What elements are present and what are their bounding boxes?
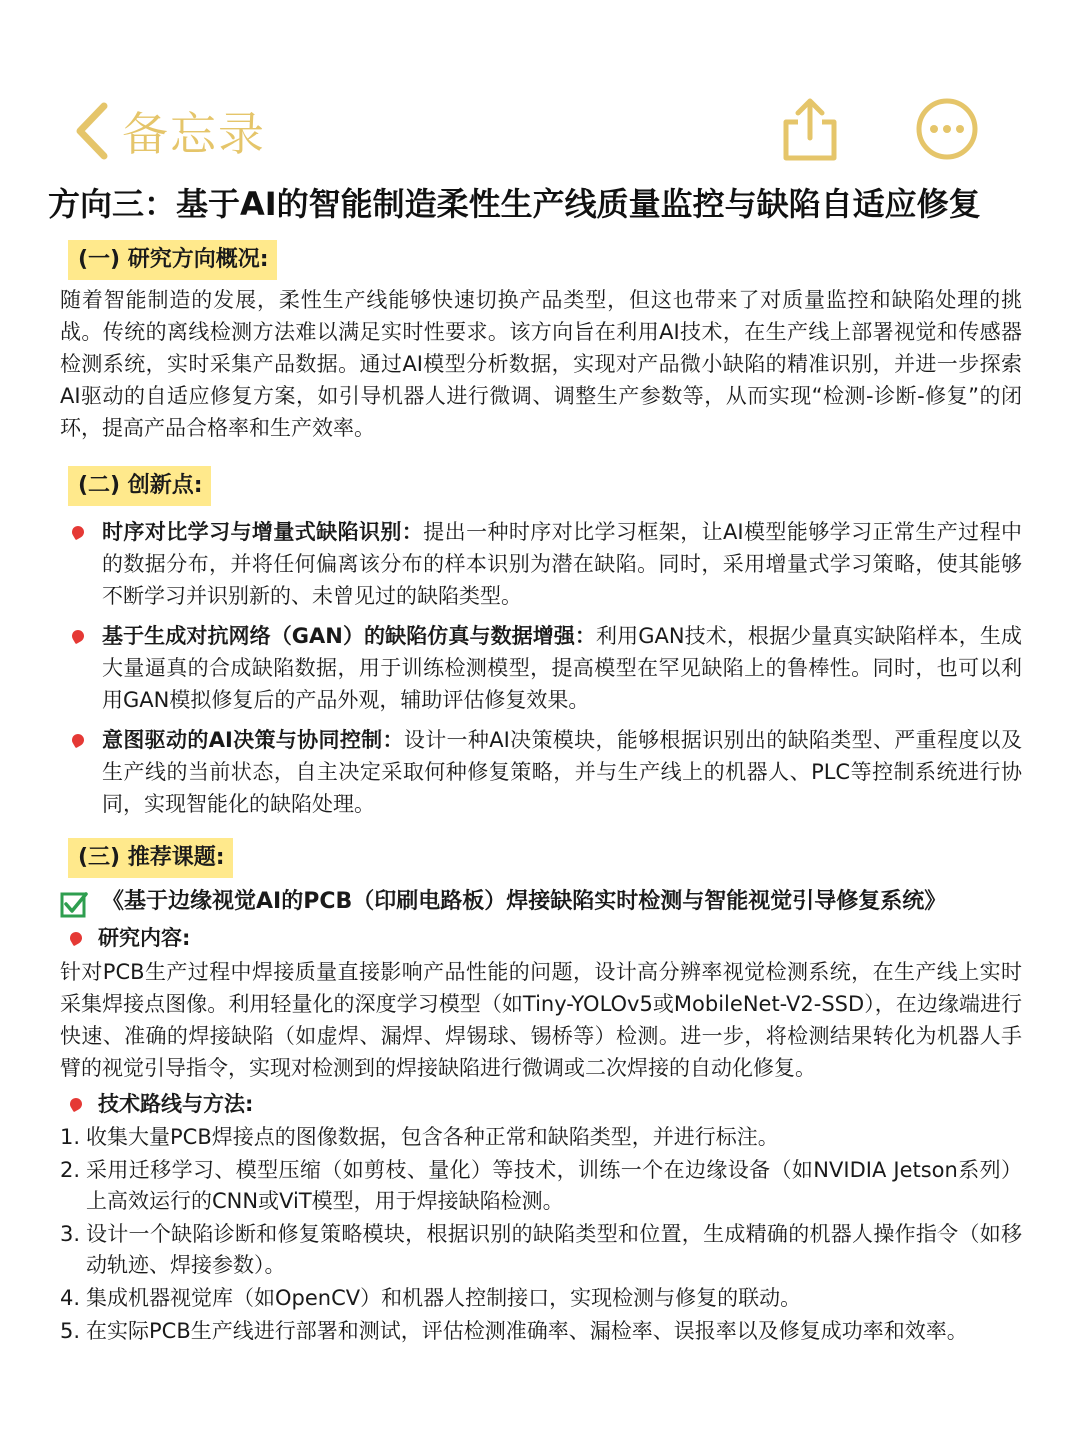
step-number: 4.: [60, 1286, 81, 1310]
bullet-icon: [70, 628, 86, 644]
item-bold: 基于生成对抗网络（GAN）的缺陷仿真与数据增强：: [102, 624, 597, 648]
more-button[interactable]: [914, 96, 980, 162]
note-title: 方向三：基于AI的智能制造柔性生产线质量监控与缺陷自适应修复: [48, 185, 981, 223]
step-text: 收集大量PCB焊接点的图像数据，包含各种正常和缺陷类型，并进行标注。: [86, 1125, 779, 1149]
section1-text: 随着智能制造的发展，柔性生产线能够快速切换产品类型，但这也带来了对质量监控和缺陷处理的挑战。传统的离线检测方法难以满足实时性要求。该方向旨在利用AI技术，在生产线上部署视觉和传感器检测系统，实时采集产品数据。通过AI模型分析数据，实现对产品微小缺陷的精准识别，并进一步探索AI驱动的自适应修复方案，如引导机器人进行微调、调整生产参数等，从而实现“检测-诊断-修复”的闭环，提高产品合格率和生产效率。: [60, 288, 1022, 440]
step-text: 集成机器视觉库（如OpenCV）和机器人控制接口，实现检测与修复的联动。: [86, 1286, 802, 1310]
topic-text: 《基于边缘视觉AI的PCB（印刷电路板）焊接缺陷实时检测与智能视觉引导修复系统》: [102, 889, 947, 914]
method-steps: [60, 1122, 1022, 1347]
step-number: 3.: [60, 1222, 81, 1246]
chevron-left-icon: [72, 100, 112, 162]
item-text: 利用GAN技术，根据少量真实缺陷样本，生成大量逼真的合成缺陷数据，用于训练检测模型，提高模型在罕见缺陷上的鲁棒性。同时，也可以利用GAN模拟修复后的产品外观，辅助评估修复效果。: [102, 624, 1022, 712]
research-label: [60, 922, 1022, 954]
item-bold: 意图驱动的AI决策与协同控制：: [102, 728, 404, 752]
item-text: 提出一种时序对比学习框架，让AI模型能够学习正常生产过程中的数据分布，并将任何偏离该分布的样本识别为潜在缺陷。同时，采用增量式学习策略，使其能够不断学习并识别新的、未曾见过的缺陷类型。: [102, 520, 1023, 608]
bullet-icon: [68, 1096, 84, 1112]
item-bold: 时序对比学习与增量式缺陷识别：: [102, 520, 424, 544]
step-number: 2.: [60, 1158, 81, 1182]
section3-heading: (三) 推荐课题:: [68, 838, 233, 878]
share-button[interactable]: [780, 96, 840, 162]
list-item: [60, 1122, 1022, 1153]
share-icon: [780, 96, 840, 162]
more-icon: [914, 96, 980, 162]
research-label-text: 研究内容:: [98, 926, 191, 950]
section1-heading: (一) 研究方向概况:: [68, 240, 277, 280]
list-item: [60, 1219, 1022, 1281]
innovation-list: [60, 516, 1022, 820]
method-label-text: 技术路线与方法:: [98, 1092, 254, 1116]
list-item: [60, 1316, 1022, 1347]
list-item: [60, 1283, 1022, 1314]
bullet-icon: [70, 732, 86, 748]
step-text: 采用迁移学习、模型压缩（如剪枝、量化）等技术，训练一个在边缘设备（如NVIDIA Jetson系列）上高效运行的CNN或ViT模型，用于焊接缺陷检测。: [86, 1158, 1022, 1213]
recommended-topic: [60, 886, 1022, 918]
step-text: 设计一个缺陷诊断和修复策略模块，根据识别的缺陷类型和位置，生成精确的机器人操作指令（如移动轨迹、焊接参数）。: [86, 1222, 1022, 1277]
checkbox-checked-icon: [60, 890, 88, 918]
list-item: [60, 724, 1022, 820]
back-button[interactable]: [72, 96, 266, 166]
item-text: 设计一种AI决策模块，能够根据识别出的缺陷类型、严重程度以及生产线的当前状态，自主决定采取何种修复策略，并与生产线上的机器人、PLC等控制系统进行协同，实现智能化的缺陷处理。: [102, 728, 1022, 816]
method-label: [60, 1088, 1022, 1120]
bullet-icon: [70, 524, 86, 540]
top-nav-bar: [0, 0, 1080, 175]
step-number: 5.: [60, 1319, 81, 1343]
list-item: [60, 620, 1022, 716]
research-text: 针对PCB生产过程中焊接质量直接影响产品性能的问题，设计高分辨率视觉检测系统，在生产线上实时采集焊接点图像。利用轻量化的深度学习模型（如Tiny-YOLOv5或MobileNet-V2-SSD），在边缘端进行快速、准确的焊接缺陷（如虚焊、漏焊、焊锡球、锡桥等）检测。进一步，将检测结果转化为机器人手臂的视觉引导指令，实现对检测到的焊接缺陷进行微调或二次焊接的自动化修复。: [60, 960, 1022, 1080]
back-label: 备忘录: [122, 107, 266, 161]
section2-heading: (二) 创新点:: [68, 466, 211, 506]
list-item: [60, 516, 1022, 612]
step-text: 在实际PCB生产线进行部署和测试，评估检测准确率、漏检率、误报率以及修复成功率和效率。: [86, 1319, 968, 1343]
note-body: [60, 240, 1022, 1349]
list-item: [60, 1155, 1022, 1217]
step-number: 1.: [60, 1125, 81, 1149]
bullet-icon: [68, 930, 84, 946]
